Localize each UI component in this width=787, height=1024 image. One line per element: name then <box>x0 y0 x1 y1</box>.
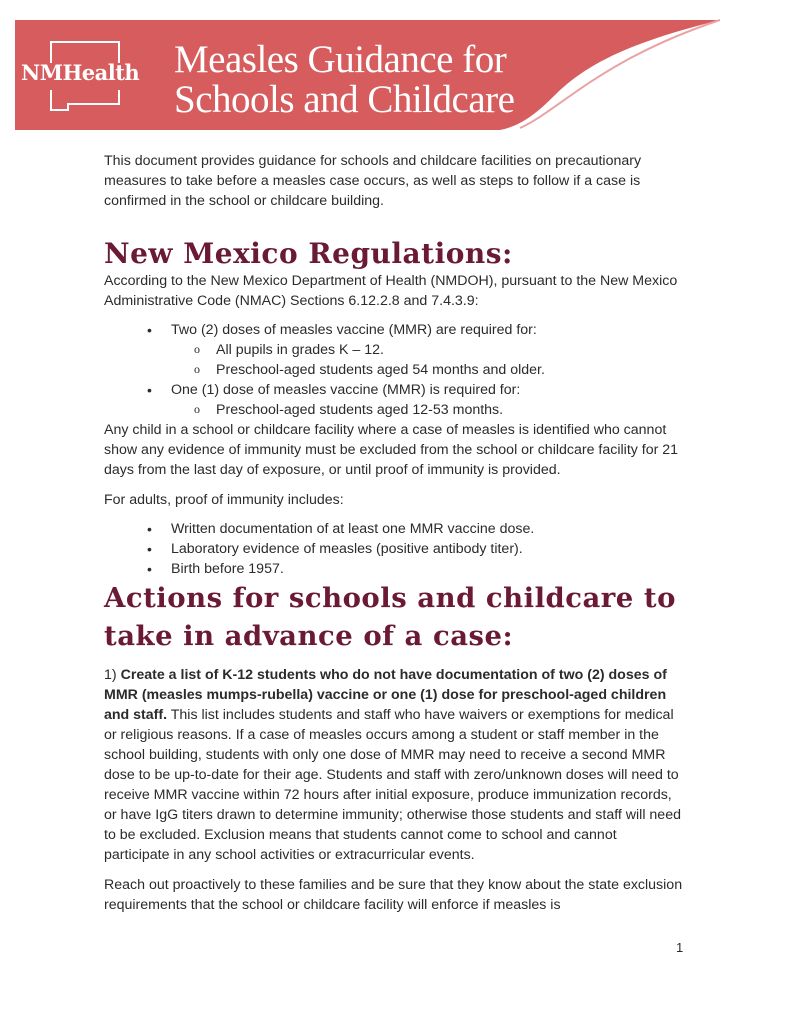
title-line-1: Measles Guidance for <box>174 38 507 81</box>
list-item: o Preschool-aged students aged 12-53 months. <box>104 400 684 420</box>
item-body: This list includes students and staff who have waivers or exemptions for medical or religious reasons. If a case of measles occurs among a student or staff member in the school building, students with only one dose of MMR may need to receive a second MMR dose to be up-to-date for their age. Students and staff with zero/unknown doses will need to receive MMR vaccine within 72 hours after initial exposure, produce immunization records, or have IgG titers drawn to determine immunity; otherwise those students and staff will need to be excluded. Exclusion means that students cannot come to school and cannot participate in any school activities or extracurricular events. <box>104 707 681 863</box>
adults-lead: For adults, proof of immunity includes: <box>104 492 344 508</box>
page-number: 1 <box>676 940 684 955</box>
regulations-heading: New Mexico Regulations: <box>104 237 513 270</box>
list-item: • One (1) dose of measles vaccine (MMR) is required for: o Preschool-aged students aged 12-53 months. <box>104 380 684 420</box>
outreach-paragraph: Reach out proactively to these families and be sure that they know about the state exclusion requirements that the school or childcare facility will enforce if measles is <box>104 877 683 913</box>
sub-list <box>171 340 684 380</box>
adult-immunity-list <box>104 519 684 579</box>
list-item: o Preschool-aged students aged 54 months and older. <box>104 360 684 380</box>
vaccine-requirements-list <box>104 320 684 420</box>
list-item: • Written documentation of at least one MMR vaccine dose. <box>104 519 684 539</box>
sub-list <box>171 400 684 420</box>
exclusion-paragraph: Any child in a school or childcare facility where a case of measles is identified who cannot show any evidence of immunity must be excluded from the school or childcare facility for 21 days from the last day of exposure, or until proof of immunity is provided. <box>104 422 679 478</box>
page-title <box>174 40 514 120</box>
actions-heading: Actions for schools and childcare to take in advance of a case: <box>104 582 676 652</box>
list-item: o All pupils in grades K – 12. <box>104 340 684 360</box>
list-item: • Laboratory evidence of measles (positive antibody titer). <box>104 539 684 559</box>
header-banner <box>0 0 787 140</box>
list-item: • Birth before 1957. <box>104 559 684 579</box>
action-item-1 <box>104 665 684 865</box>
regulations-lead: According to the New Mexico Department of Health (NMDOH), pursuant to the New Mexico Administrative Code (NMAC) Sections 6.12.2.8 and 7.4.3.9: <box>104 273 678 309</box>
list-item: • Two (2) doses of measles vaccine (MMR) are required for: o All pupils in grades K – 12. o Preschool-aged students aged 54 months and older. <box>104 320 684 380</box>
title-line-2: Schools and Childcare <box>174 78 515 121</box>
document-body <box>104 151 684 915</box>
item-number: 1) <box>104 667 117 683</box>
item-bold-lead: Create a list of K-12 students who do not have documentation of two (2) doses of MMR (measles mumps-rubella) vaccine or one (1) dose for preschool-aged children and staff. <box>104 667 667 723</box>
nmhealth-logo: NMHealth <box>21 60 140 85</box>
intro-paragraph: This document provides guidance for schools and childcare facilities on precautionary measures to take before a measles case occurs, as well as steps to follow if a case is confirmed in the school or childcare building. <box>104 153 642 209</box>
